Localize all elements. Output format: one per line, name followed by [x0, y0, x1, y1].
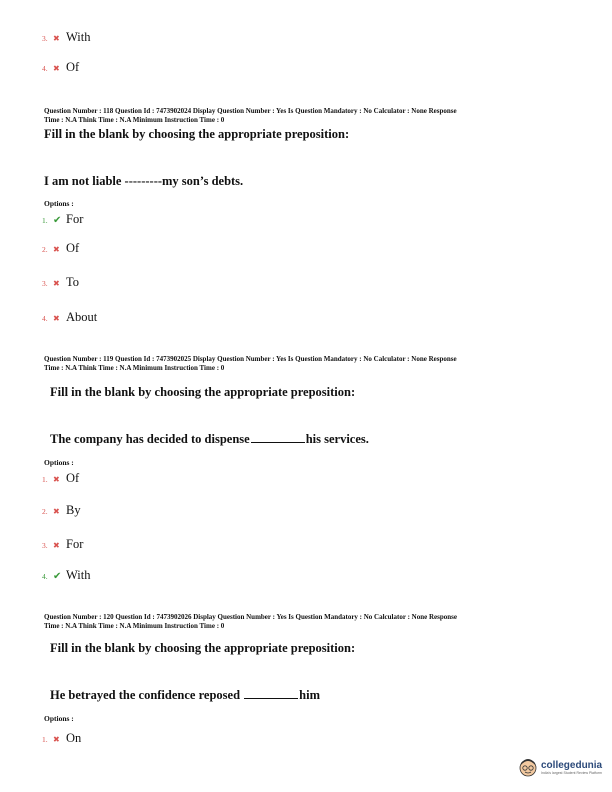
option-number: 4.: [42, 314, 48, 323]
cross-icon: ✖: [53, 245, 60, 254]
option-number: 1.: [42, 735, 48, 744]
option-number: 3.: [42, 541, 48, 550]
option-row: [42, 731, 81, 746]
question-statement: The company has decided to dispense his services.: [50, 432, 369, 446]
option-row: [42, 568, 91, 583]
mascot-icon: [518, 756, 538, 778]
cross-icon: ✖: [53, 507, 60, 516]
option-number: 4.: [42, 64, 48, 73]
check-icon: ✔: [53, 571, 62, 582]
options-label: Options :: [44, 714, 74, 723]
option-number: 1.: [42, 216, 48, 225]
cross-icon: ✖: [53, 735, 60, 744]
question-instruction: Fill in the blank by choosing the appropriate preposition:: [50, 641, 356, 655]
option-row: [42, 30, 91, 45]
option-text: On: [66, 731, 82, 745]
option-number: 3.: [42, 34, 48, 43]
logo-tagline: India's largest Student Review Platform: [541, 770, 602, 775]
question-meta: Question Number : 118 Question Id : 7473902024 Display Question Number : Yes Is Question Mandatory : No Calculator : None Response Time : N.A Think Time : N.A Minimum Instruction Time : 0: [44, 107, 457, 124]
blank-line: [251, 442, 305, 443]
option-text: For: [66, 212, 84, 226]
option-text: By: [66, 503, 81, 517]
option-text: With: [66, 30, 91, 44]
question-instruction: Fill in the blank by choosing the appropriate preposition:: [50, 385, 356, 399]
option-row: [42, 60, 79, 75]
option-number: 2.: [42, 507, 48, 516]
option-row: [42, 212, 83, 227]
option-row: [42, 537, 83, 552]
option-number: 4.: [42, 572, 48, 581]
option-row: [42, 275, 79, 290]
option-row: [42, 471, 79, 486]
cross-icon: ✖: [53, 475, 60, 484]
option-number: 1.: [42, 475, 48, 484]
option-text: Of: [66, 471, 80, 485]
question-statement: I am not liable ---------my son’s debts.: [44, 174, 244, 188]
question-meta: Question Number : 119 Question Id : 7473902025 Display Question Number : Yes Is Question Mandatory : No Calculator : None Response Time : N.A Think Time : N.A Minimum Instruction Time : 0: [44, 355, 457, 372]
blank-line: [244, 698, 298, 699]
option-row: [42, 310, 97, 325]
logo-name: collegedunia: [541, 759, 603, 771]
option-text: For: [66, 537, 84, 551]
check-icon: ✔: [53, 215, 62, 226]
option-text: Of: [66, 241, 80, 255]
option-text: Of: [66, 60, 80, 74]
option-text: To: [66, 275, 80, 289]
cross-icon: ✖: [53, 279, 60, 288]
option-row: [42, 503, 81, 518]
cross-icon: ✖: [53, 314, 60, 323]
cross-icon: ✖: [53, 34, 60, 43]
options-label: Options :: [44, 458, 74, 467]
question-meta: Question Number : 120 Question Id : 7473902026 Display Question Number : Yes Is Question Mandatory : No Calculator : None Response Time : N.A Think Time : N.A Minimum Instruction Time : 0: [44, 613, 457, 630]
question-instruction: Fill in the blank by choosing the appropriate preposition:: [44, 127, 350, 141]
brand-logo: [518, 756, 602, 778]
options-label: Options :: [44, 199, 74, 208]
option-text: About: [66, 310, 98, 324]
cross-icon: ✖: [53, 64, 60, 73]
option-number: 2.: [42, 245, 48, 254]
option-row: [42, 241, 79, 256]
cross-icon: ✖: [53, 541, 60, 550]
question-statement: He betrayed the confidence reposed him: [50, 688, 320, 702]
option-text: With: [66, 568, 91, 582]
option-number: 3.: [42, 279, 48, 288]
